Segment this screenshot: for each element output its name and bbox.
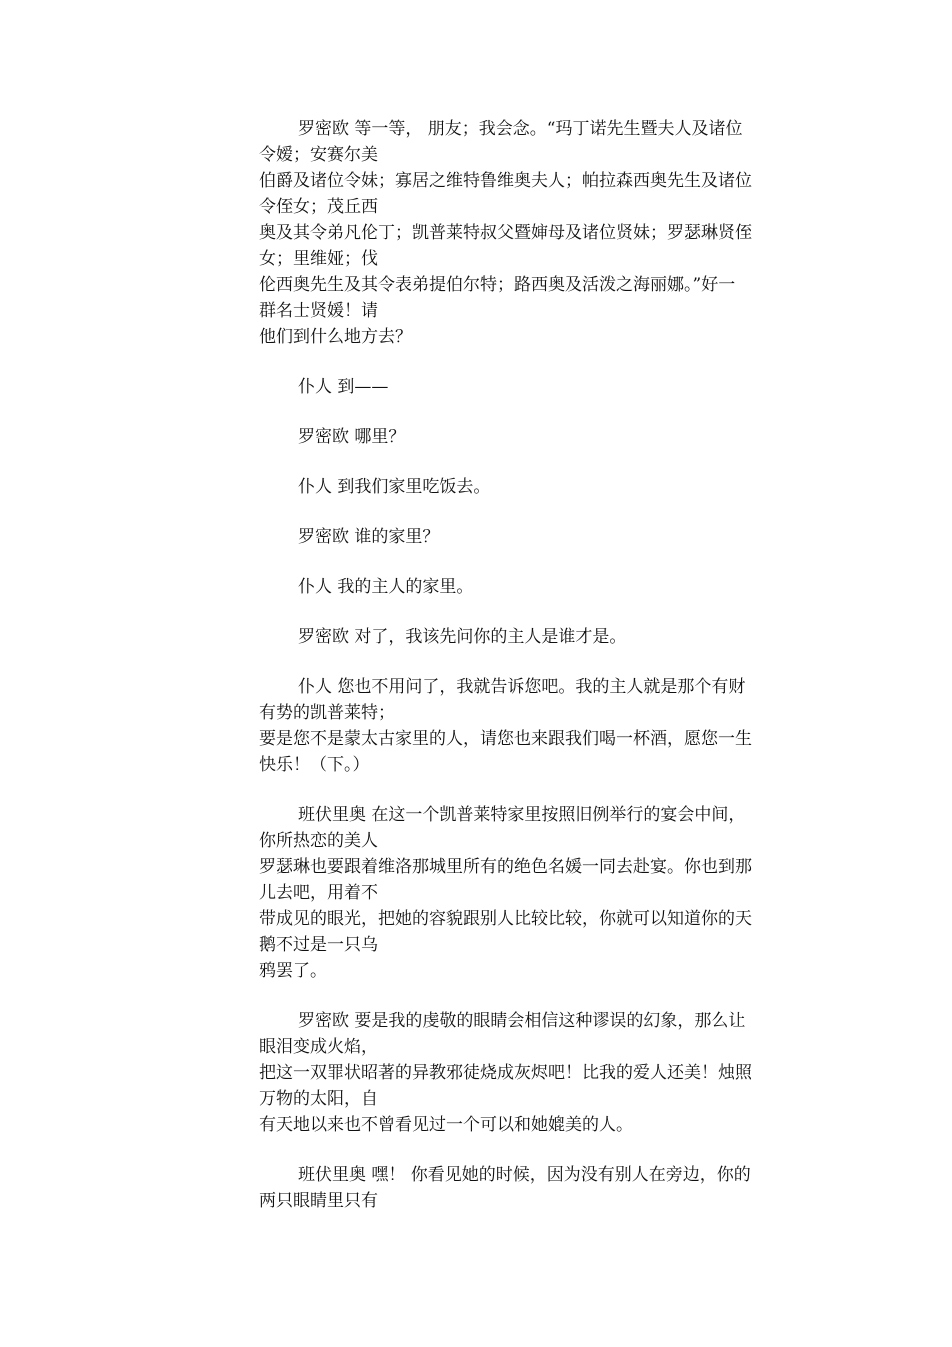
text-line: 令侄女；茂丘西 xyxy=(259,197,378,217)
paragraph-romeo-line xyxy=(259,524,811,550)
text-line: 他们到什么地方去？ xyxy=(259,327,412,347)
paragraph-benvolio-suggestion xyxy=(259,802,811,984)
paragraph-servant-line xyxy=(259,474,811,500)
paragraph-benvolio-reply xyxy=(259,1162,811,1214)
paragraph-romeo-line xyxy=(259,424,811,450)
text-line: 有天地以来也不曾看见过一个可以和她媲美的人。 xyxy=(259,1115,633,1135)
paragraph-romeo-reads-list xyxy=(259,116,811,350)
text-line: 有势的凯普莱特； xyxy=(259,703,395,723)
text-line: 罗密欧 哪里？ xyxy=(298,427,406,447)
text-line: 把这一双罪状昭著的异教邪徒烧成灰烬吧！比我的爱人还美！烛照 xyxy=(259,1063,752,1083)
paragraph-servant-line xyxy=(259,574,811,600)
text-line: 带成见的眼光，把她的容貌跟别人比较比较，你就可以知道你的天 xyxy=(259,909,752,929)
text-line: 儿去吧，用着不 xyxy=(259,883,378,903)
text-line: 仆人 您也不用问了，我就告诉您吧。我的主人就是那个有财 xyxy=(298,677,746,697)
text-line: 罗密欧 对了，我该先问你的主人是谁才是。 xyxy=(298,627,627,647)
paragraph-servant-invitation xyxy=(259,674,811,778)
text-line: 奥及其令弟凡伦丁；凯普莱特叔父暨婶母及诸位贤妹；罗瑟琳贤侄 xyxy=(259,223,752,243)
text-line: 鹅不过是一只乌 xyxy=(259,935,378,955)
paragraph-romeo-vow xyxy=(259,1008,811,1138)
text-line: 罗密欧 谁的家里？ xyxy=(298,527,440,547)
text-line: 要是您不是蒙太古家里的人，请您也来跟我们喝一杯酒，愿您一生 xyxy=(259,729,752,749)
text-line: 万物的太阳，自 xyxy=(259,1089,378,1109)
text-line: 班伏里奥 在这一个凯普莱特家里按照旧例举行的宴会中间， xyxy=(298,805,746,825)
text-line: 群名士贤媛！请 xyxy=(259,301,378,321)
text-line: 伦西奥先生及其令表弟提伯尔特；路西奥及活泼之海丽娜。”好一 xyxy=(259,275,736,295)
text-line: 班伏里奥 嘿！ 你看见她的时候，因为没有别人在旁边，你的 xyxy=(298,1165,751,1185)
text-line: 仆人 到我们家里吃饭去。 xyxy=(298,477,491,497)
text-line: 两只眼睛里只有 xyxy=(259,1191,378,1211)
paragraph-romeo-line xyxy=(259,624,811,650)
text-line: 罗密欧 等一等， 朋友；我会念。“玛丁诺先生暨夫人及诸位 xyxy=(298,119,743,139)
text-line: 快乐！（下。） xyxy=(259,755,370,775)
text-line: 伯爵及诸位令妹；寡居之维特鲁维奥夫人；帕拉森西奥先生及诸位 xyxy=(259,171,752,191)
text-line: 仆人 到—— xyxy=(298,377,389,397)
text-line: 你所热恋的美人 xyxy=(259,831,378,851)
text-line: 鸦罢了。 xyxy=(259,961,327,981)
text-line: 仆人 我的主人的家里。 xyxy=(298,577,474,597)
text-line: 女；里维娅；伐 xyxy=(259,249,378,269)
text-line: 罗瑟琳也要跟着维洛那城里所有的绝色名媛一同去赴宴。你也到那 xyxy=(259,857,752,877)
text-line: 令嫒；安赛尔美 xyxy=(259,145,378,165)
text-line: 罗密欧 要是我的虔敬的眼睛会相信这种谬误的幻象，那么让 xyxy=(298,1011,746,1031)
text-line: 眼泪变成火焰， xyxy=(259,1037,378,1057)
document-page xyxy=(259,116,811,1238)
paragraph-servant-line xyxy=(259,374,811,400)
